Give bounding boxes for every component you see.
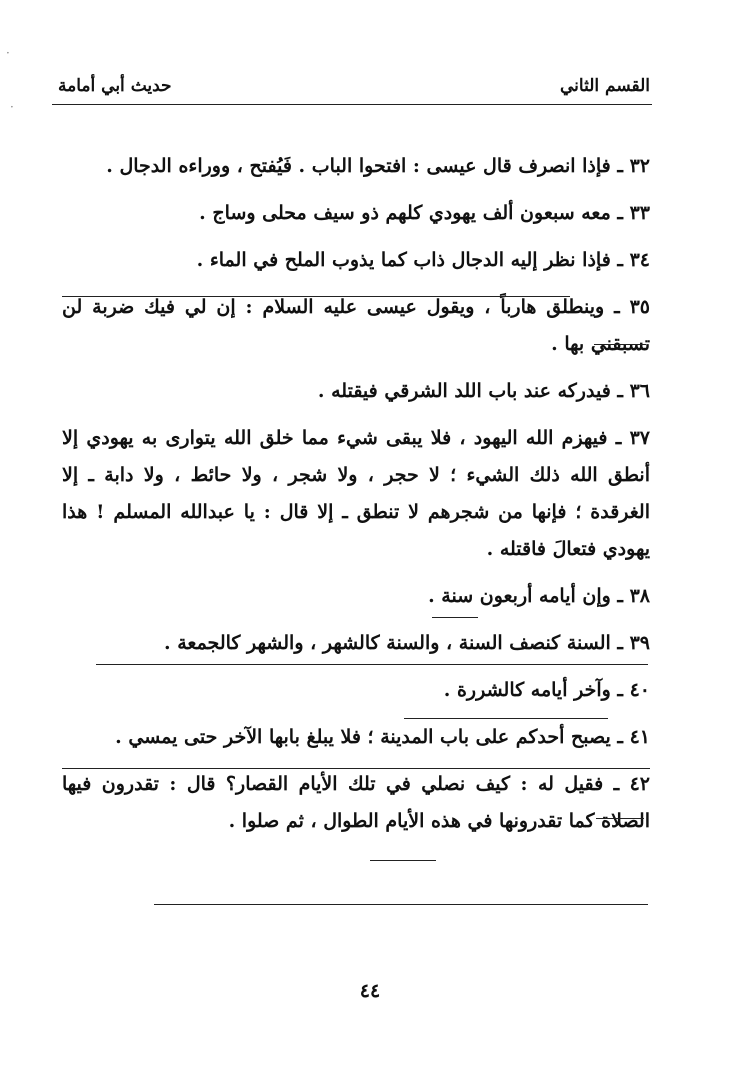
overline-mark	[62, 768, 650, 769]
section-title: القسم الثاني	[559, 76, 650, 96]
overline-mark	[96, 664, 648, 665]
scan-mark: ·	[10, 100, 14, 114]
paragraph-42: ٤٢ ـ فقيل له : كيف نصلي في تلك الأيام القصار؟ قال : تقدرون فيها الصلاة كما تقدرونها في هذه الأيام الطوال ، ثم صلوا .	[62, 773, 650, 832]
overline-mark	[154, 904, 648, 905]
running-header	[58, 76, 650, 102]
paragraph-34: ٣٤ ـ فإذا نظر إليه الدجال ذاب كما يذوب الملح في الماء .	[196, 249, 650, 271]
paragraph-37: ٣٧ ـ فيهزم الله اليهود ، فلا يبقى شيء مما خلق الله يتوارى به يهودي إلا أنطق الله ذلك الشيء ؛ لا حجر ، ولا شجر ، ولا حائط ، ولا دابة ـ إلا الغرقدة ؛ فإنها من شجرهم لا تنطق ـ إلا قال : يا عبدالله المسلم ! هذا يهودي فتعالَ فاقتله .	[62, 427, 650, 560]
header-rule	[52, 104, 652, 105]
overline-mark	[594, 344, 646, 345]
page-number: ٤٤	[359, 980, 381, 1002]
paragraph-41: ٤١ ـ يصبح أحدكم على باب المدينة ؛ فلا يبلغ بابها الآخر حتى يمسي .	[115, 726, 650, 748]
overline-mark	[370, 860, 436, 861]
paragraph-32: ٣٢ ـ فإذا انصرف قال عيسى : افتحوا الباب . فَيُفتح ، ووراءه الدجال .	[106, 155, 650, 177]
overline-mark	[404, 718, 608, 719]
overline-mark	[596, 818, 644, 819]
text-body	[62, 148, 650, 850]
paragraph-35: ٣٥ ـ وينطلق هارباً ، ويقول عيسى عليه السلام : إن لي فيك ضربة لن تسبقني بها .	[62, 296, 650, 355]
overline-mark	[62, 296, 570, 297]
hadith-title: حديث أبي أمامة	[58, 76, 172, 96]
paragraph-36: ٣٦ ـ فيدركه عند باب اللد الشرقي فيقتله .	[317, 380, 650, 402]
paragraph-39: ٣٩ ـ السنة كنصف السنة ، والسنة كالشهر ، والشهر كالجمعة .	[163, 632, 650, 654]
scan-mark: ·	[6, 46, 10, 60]
paragraph-40: ٤٠ ـ وآخر أيامه كالشررة .	[443, 679, 650, 701]
paragraph-38: ٣٨ ـ وإن أيامه أربعون سنة .	[428, 585, 650, 607]
overline-mark	[432, 617, 478, 618]
paragraph-33: ٣٣ ـ معه سبعون ألف يهودي كلهم ذو سيف محلى وساج .	[199, 202, 650, 224]
